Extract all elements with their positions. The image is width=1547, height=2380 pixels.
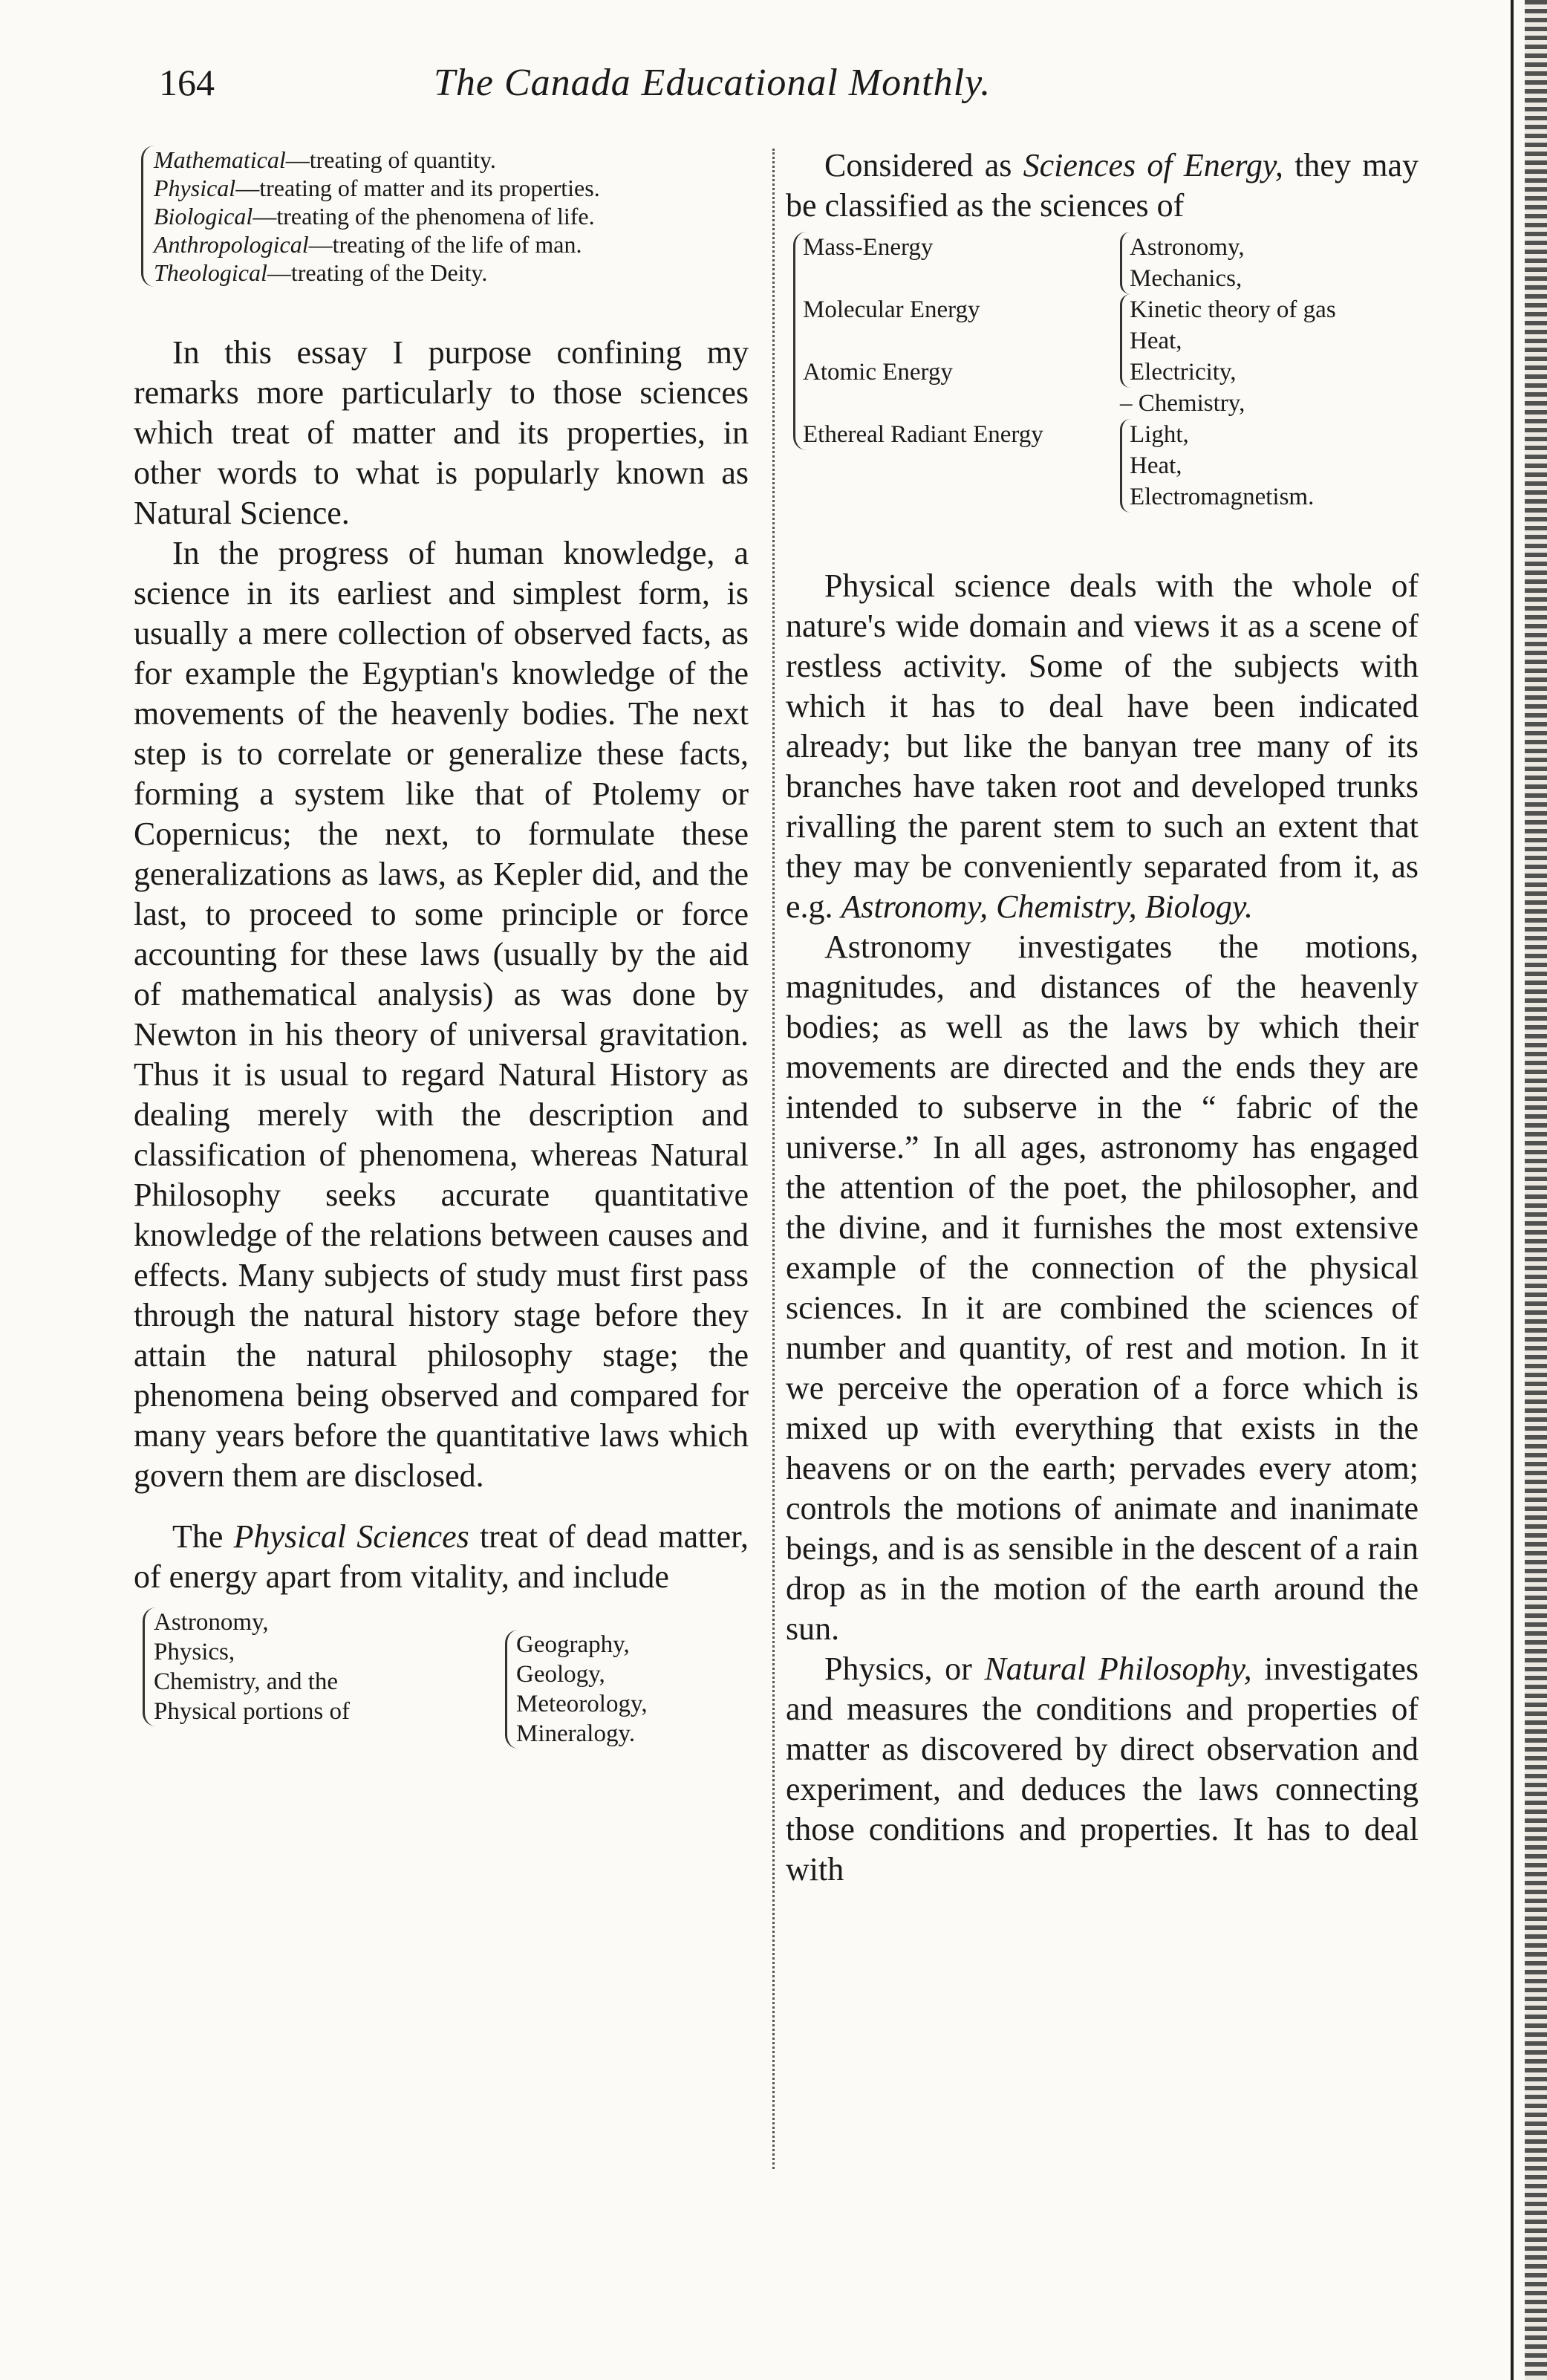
list-item: Mineralogy.	[516, 1720, 636, 1747]
scan-edge-strip	[1525, 0, 1547, 2380]
energy-type: Atomic Energy	[803, 359, 953, 386]
left-column	[134, 146, 749, 1747]
science-item: Mechanics,	[1130, 265, 1243, 292]
classification-text: —treating of the Deity.	[267, 259, 488, 286]
text-run: Physics, or	[824, 1651, 985, 1687]
column-rule	[772, 149, 775, 2169]
paragraph-astronomy: Astronomy investigates the motions, magnitudes, and distances of the heavenly bodies; as well as the laws by which their movements are directed and the ends they are intended to subserve in the “ fabric of the universe.” In all ages, astronomy has engaged the attention of the poet, the philosopher, and the divine, and it furnishes the most extensive example of the connection of the physical sciences. In it are combined the sciences of number and quantity, of rest and motion. In it we perceive the operation of a force which is mixed up with everything that exists in the heavens or on the earth; pervades every atom; controls the motions of animate and inanimate beings, and is as sensible in the descent of a rain drop as in the motion of the earth around the sun.	[786, 929, 1419, 1647]
classification-term: Mathematical	[154, 146, 286, 173]
italic-term: Physical Sciences	[233, 1518, 469, 1555]
italic-term: Astronomy, Chemistry, Biology.	[841, 888, 1253, 925]
classification-entry	[154, 230, 749, 259]
text-run: investigates and measures the conditions and properties of matter as discovered by direct observation and experiment, and deduces the laws connecting those conditions and properties. It has to deal with	[786, 1651, 1419, 1888]
classification-term: Theological	[154, 259, 267, 286]
classification-term: Biological	[154, 203, 253, 230]
classification-entry	[154, 259, 749, 287]
science-item: Kinetic theory of gas	[1130, 296, 1336, 323]
energy-type: Molecular Energy	[803, 296, 980, 323]
list-item: Physics,	[154, 1639, 235, 1665]
science-item: Electromagnetism.	[1130, 484, 1315, 510]
classification-text: —treating of the life of man.	[308, 231, 582, 258]
molecular-energy-sciences	[1120, 294, 1417, 388]
mass-energy-sciences	[1120, 232, 1417, 294]
science-item: Astronomy,	[1130, 234, 1245, 261]
list-item: Meteorology,	[516, 1691, 648, 1717]
page-header	[159, 61, 1117, 113]
paragraph-physical-science	[786, 566, 1419, 927]
list-item: Geology,	[516, 1661, 605, 1688]
paragraph-physics	[786, 1649, 1419, 1890]
text-run: The	[172, 1518, 234, 1555]
paragraph-essay-purpose: In this essay I purpose confining my remarks more particularly to those sciences which treat of matter and its properties, in other words to what is popularly known as Natural Science.	[134, 334, 749, 531]
classification-entry	[154, 202, 749, 230]
italic-term: Energy,	[1183, 147, 1283, 183]
energy-types	[793, 232, 1100, 450]
science-item: Electricity,	[1130, 359, 1237, 386]
list-item: Physical portions of	[154, 1698, 350, 1725]
paragraph-physical-sciences	[134, 1517, 749, 1597]
science-item: Light,	[1130, 421, 1189, 448]
science-item: Heat,	[1130, 452, 1182, 479]
science-item: Heat,	[1130, 328, 1182, 354]
text-run: Considered as	[824, 147, 1023, 183]
classification-entry	[154, 174, 749, 202]
page-number: 164	[159, 62, 215, 103]
classification-entry	[154, 146, 749, 174]
text-run: treat of dead matter, of energy apart from vitality, and include	[134, 1518, 749, 1595]
list-item: Geography,	[516, 1631, 630, 1658]
text-run: Physical science deals with the whole of nature's wide domain and views it as a scene of restless activity. Some of the subjects with which it has to deal have been indicated already; but like the banyan tree many of its branches have taken root and developed trunks rivalling the parent stem to such an extent that they may be conveniently separated from it, as e.g.	[786, 568, 1419, 925]
radiant-energy-sciences	[1120, 419, 1417, 513]
italic-term: Natural Philosophy,	[984, 1651, 1252, 1687]
classification-term: Physical	[154, 175, 236, 201]
scan-edge-line	[1511, 0, 1514, 2380]
classification-term: Anthropological	[154, 231, 309, 258]
paragraph-sciences-of-energy	[786, 146, 1419, 226]
classification-list	[141, 146, 749, 287]
include-right-group	[505, 1630, 648, 1749]
list-item: Astronomy,	[154, 1609, 269, 1636]
list-item: Chemistry, and the	[154, 1668, 339, 1695]
classification-text: —treating of the phenomena of life.	[253, 203, 595, 230]
right-column	[786, 146, 1419, 1890]
energy-type: Mass-Energy	[803, 234, 934, 261]
paragraph-progress-of-knowledge: In the progress of human knowledge, a science in its earliest and simplest form, is usually a mere collection of observed facts, as for example the Egyptian's knowledge of the movements of the heavenly bodies. The next step is to correlate or generalize these facts, forming a system like that of Ptolemy or Copernicus; the next, to formulate these generalizations as laws, as Kepler did, and the last, to proceed to some principle or force accounting for these laws (usually by the aid of mathematical analysis) as was done by Newton in his theory of universal gravitation. Thus it is usual to regard Natural History as dealing merely with the description and classification of phenomena, whereas Natural Philosophy seeks accurate quantitative knowledge of the relations between causes and effects. Many subjects of study must first pass through the natural history stage before they attain the natural philosophy stage; the phenomena being observed and compared for many years before the quantitative laws which govern them are disclosed.	[134, 535, 749, 1494]
classification-text: —treating of quantity.	[285, 146, 496, 173]
running-title: The Canada Educational Monthly.	[434, 62, 991, 104]
classification-text: —treating of matter and its properties.	[235, 175, 600, 201]
text-run: they may be classified as the sciences of	[786, 147, 1419, 224]
energy-type: Ethereal Radiant Energy	[803, 421, 1043, 448]
italic-term: Sciences of	[1023, 147, 1173, 183]
physical-sciences-list	[134, 1607, 749, 1747]
energy-sciences	[1120, 232, 1417, 513]
include-left-group	[143, 1607, 350, 1726]
science-item: – Chemistry,	[1120, 390, 1245, 417]
energy-classification-table	[786, 232, 1419, 544]
